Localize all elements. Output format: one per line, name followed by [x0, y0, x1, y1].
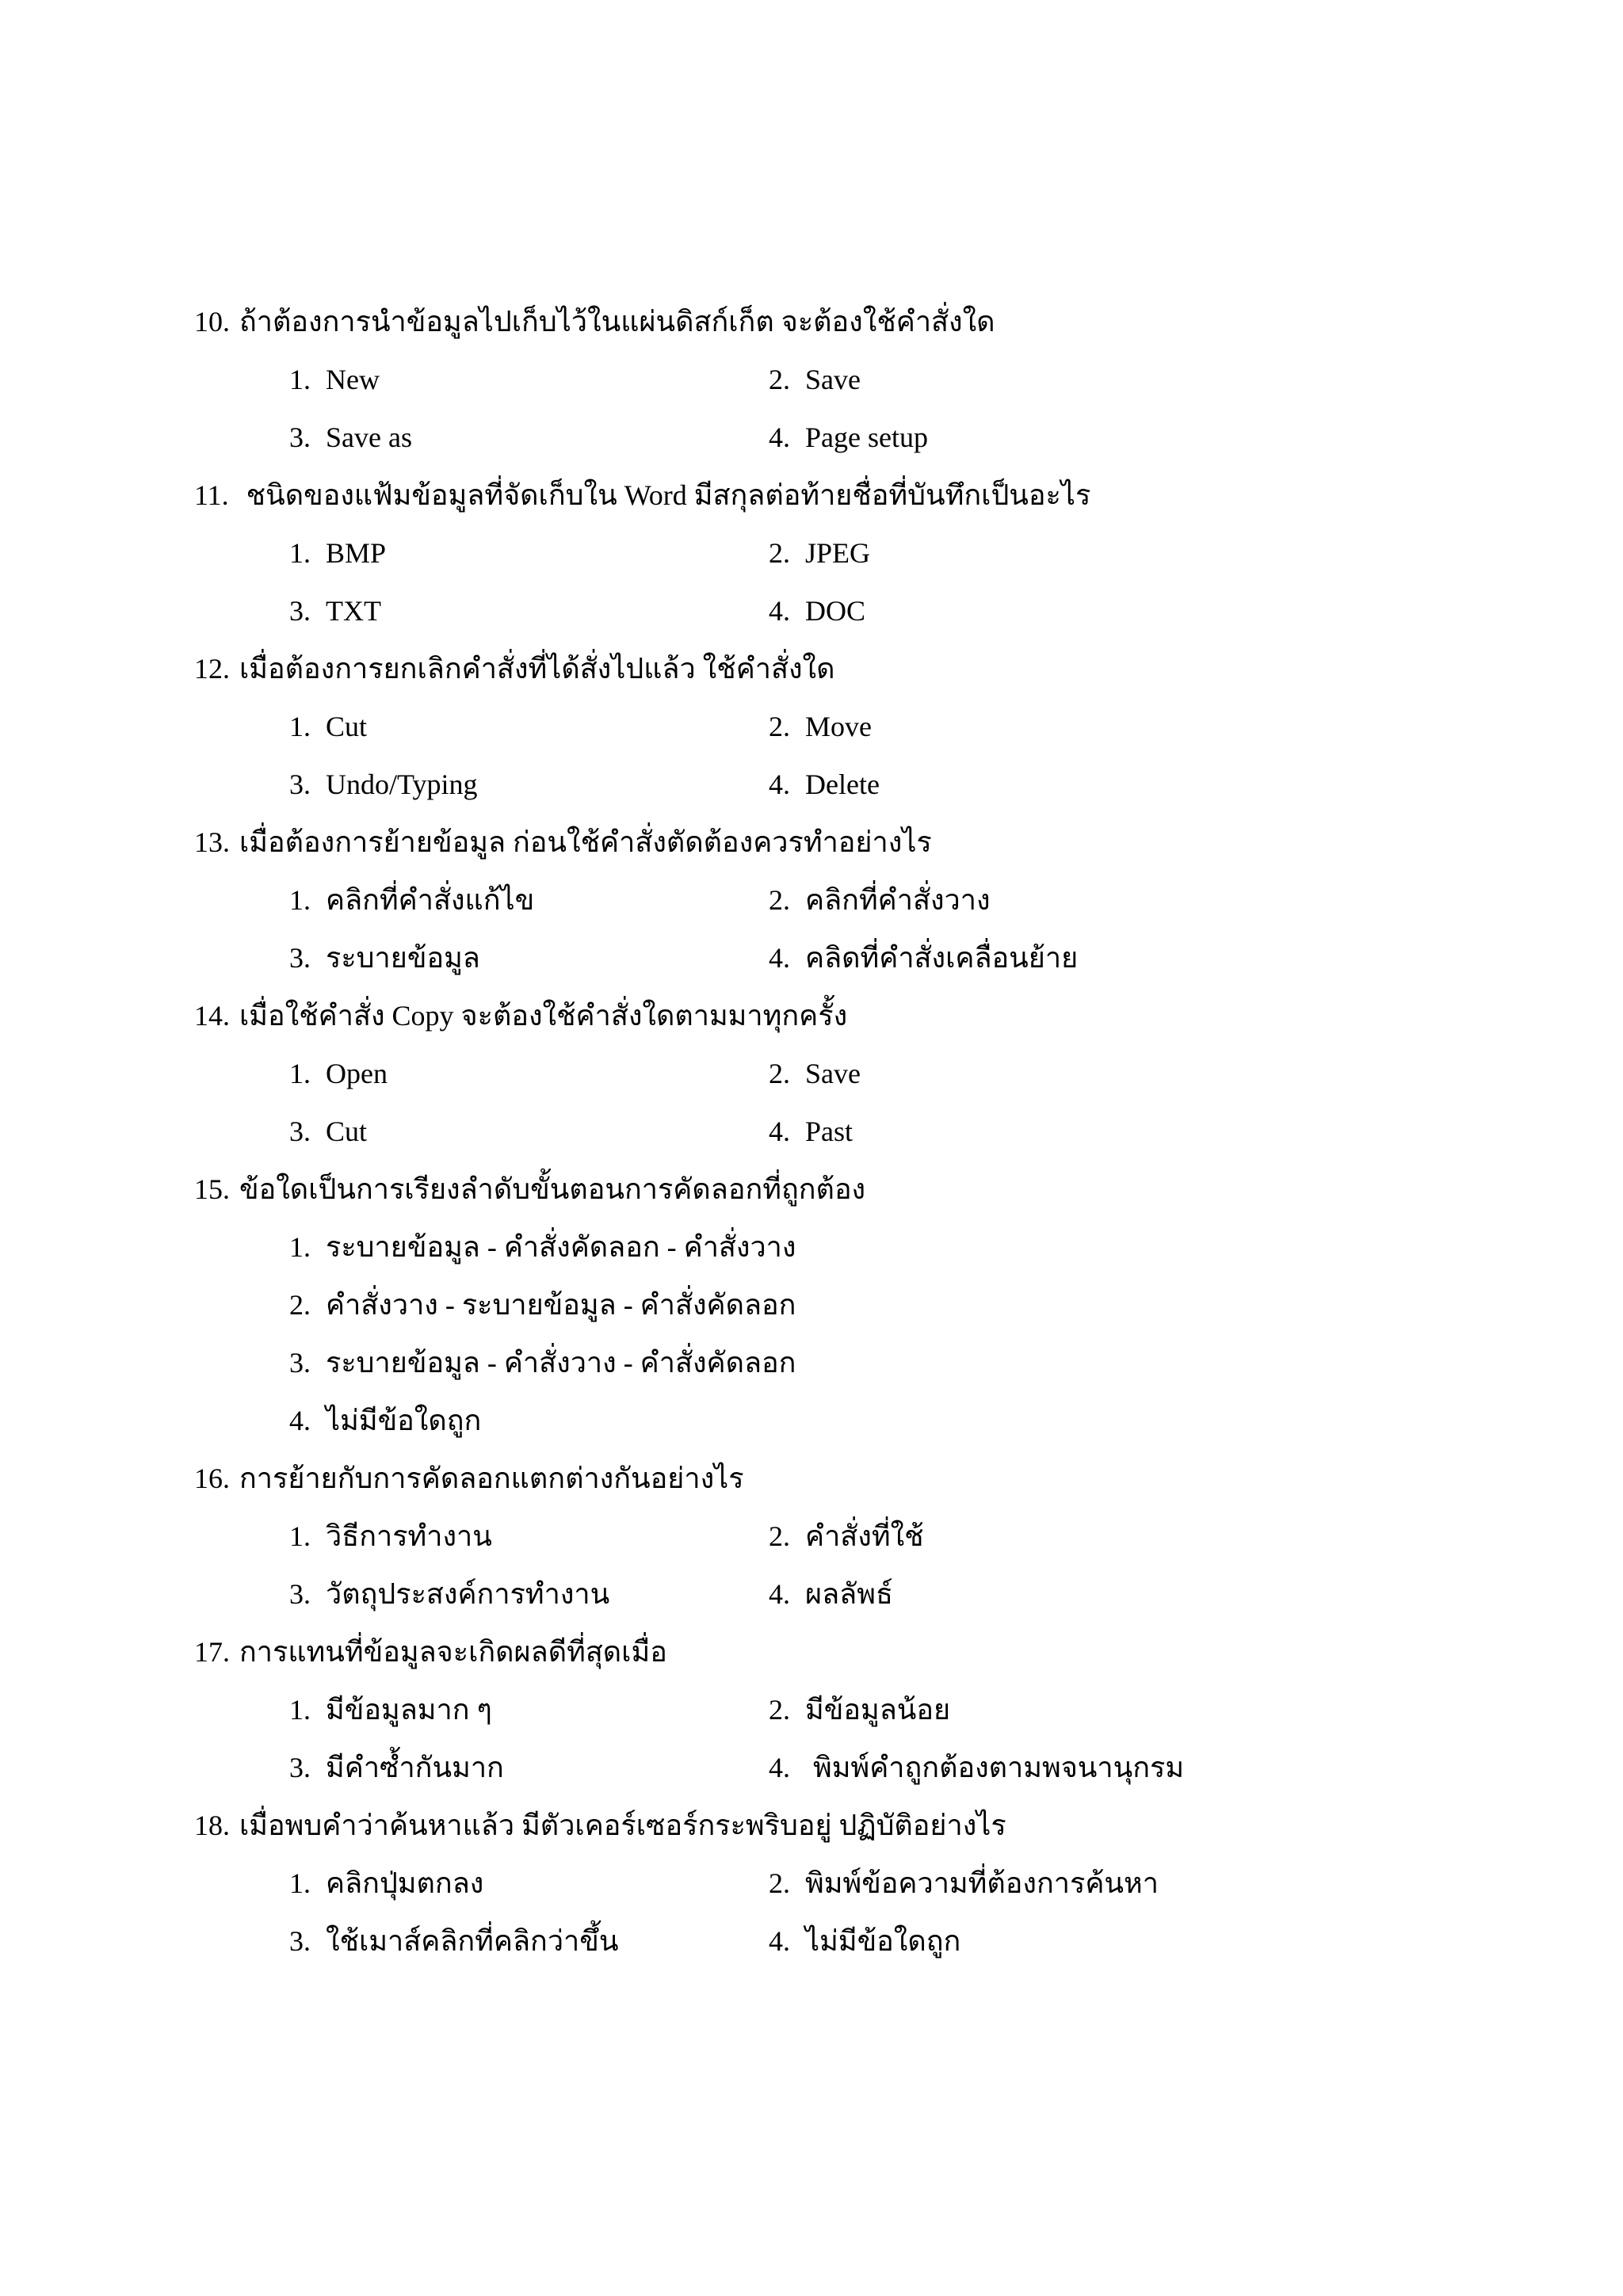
- option-row: [194, 1566, 1541, 1623]
- option-number: 1.: [289, 1520, 311, 1552]
- option-number: 1.: [289, 1867, 311, 1899]
- option-text: Save: [805, 364, 861, 395]
- option-text: DOC: [805, 595, 866, 627]
- option-number: 2.: [769, 1694, 790, 1726]
- option: [769, 929, 1078, 987]
- option-row: [194, 1913, 1541, 1970]
- option-number: 1.: [289, 537, 311, 569]
- option-number: 4.: [769, 942, 790, 974]
- option-number: 1.: [289, 364, 311, 395]
- question-list: [194, 293, 1541, 1970]
- option-number: 4.: [769, 1116, 790, 1147]
- option-number: 1.: [289, 884, 311, 916]
- option-text: Past: [805, 1116, 854, 1147]
- option-text: คำสั่งวาง - ระบายข้อมูล - คำสั่งคัดลอก: [326, 1289, 796, 1321]
- option-number: 3.: [289, 1578, 311, 1610]
- option-text: ผลลัพธ์: [805, 1578, 893, 1610]
- option: [289, 351, 380, 409]
- option: [289, 1913, 619, 1970]
- option: [289, 582, 381, 640]
- option-number: 4.: [769, 1752, 790, 1783]
- option: [769, 698, 872, 756]
- question-18: [194, 1797, 1541, 1855]
- option: [289, 698, 367, 756]
- option-number: 1.: [289, 1694, 311, 1726]
- option: [289, 1334, 796, 1392]
- option-text: Move: [805, 711, 872, 742]
- option-text: Undo/Typing: [326, 769, 478, 800]
- option-text: คลิกที่คำสั่งวาง: [805, 884, 991, 916]
- option: [769, 1103, 853, 1161]
- question-number: 14.: [194, 1000, 230, 1032]
- option-text: ระบายข้อมูล - คำสั่งคัดลอก - คำสั่งวาง: [326, 1231, 796, 1263]
- option: [289, 1045, 388, 1103]
- question-12: [194, 640, 1541, 698]
- option-number: 1.: [289, 1231, 311, 1263]
- option: [769, 1045, 861, 1103]
- option: [289, 871, 534, 929]
- option-text: คลิกที่คำสั่งแก้ไข: [326, 884, 535, 916]
- option: [769, 1566, 893, 1623]
- option: [289, 929, 480, 987]
- option-number: 4.: [769, 1578, 790, 1610]
- option: [769, 1855, 1159, 1913]
- question-number: 16.: [194, 1463, 230, 1494]
- question-13: [194, 814, 1541, 871]
- option: [289, 1508, 492, 1566]
- option-text: Cut: [326, 711, 368, 742]
- question-number: 15.: [194, 1173, 230, 1205]
- option: [289, 524, 386, 582]
- option: [289, 1681, 492, 1739]
- question-16: [194, 1450, 1541, 1508]
- option-row: [194, 1045, 1541, 1103]
- option: [289, 756, 477, 814]
- option-text: Page setup: [805, 421, 928, 453]
- option-text: คลิกปุ่มตกลง: [326, 1867, 484, 1899]
- option: [289, 1392, 481, 1450]
- option-number: 2.: [769, 711, 790, 742]
- option-row: [194, 756, 1541, 814]
- option: [769, 1913, 960, 1970]
- question-number: 11.: [194, 479, 229, 511]
- option-text: ไม่มีข้อใดถูก: [805, 1925, 961, 1957]
- option: [289, 1103, 367, 1161]
- option-text: Cut: [326, 1116, 368, 1147]
- question-number: 10.: [194, 306, 230, 338]
- option-number: 3.: [289, 1116, 311, 1147]
- option-row: [194, 929, 1541, 987]
- option-text: คำสั่งที่ใช้: [805, 1520, 924, 1552]
- option-text: ไม่มีข้อใดถูก: [326, 1405, 482, 1436]
- option-row: [194, 698, 1541, 756]
- option-text: มีคำซ้ำกันมาก: [326, 1752, 504, 1783]
- option-row: [194, 1103, 1541, 1161]
- option: [769, 1681, 950, 1739]
- option-number: 3.: [289, 769, 311, 800]
- question-15: [194, 1161, 1541, 1219]
- option-row: [194, 1508, 1541, 1566]
- question-text: ข้อใดเป็นการเรียงลำดับขั้นตอนการคัดลอกที่ถูกต้อง: [239, 1173, 866, 1205]
- option-row: [194, 1855, 1541, 1913]
- option-number: 3.: [289, 1752, 311, 1783]
- option-row: [194, 1219, 1541, 1276]
- option-number: 1.: [289, 711, 311, 742]
- option-number: 2.: [769, 884, 790, 916]
- question-14: [194, 987, 1541, 1045]
- question-number: 17.: [194, 1636, 230, 1668]
- option-number: 3.: [289, 1347, 311, 1379]
- option: [769, 524, 870, 582]
- question-11: [194, 467, 1541, 524]
- option-row: [194, 1392, 1541, 1450]
- question-number: 18.: [194, 1810, 230, 1841]
- option-row: [194, 524, 1541, 582]
- question-text: เมื่อต้องการยกเลิกคำสั่งที่ได้สั่งไปแล้ว ใช้คำสั่งใด: [239, 653, 835, 685]
- option-number: 4.: [289, 1405, 311, 1436]
- option-text: พิมพ์ข้อความที่ต้องการค้นหา: [805, 1867, 1159, 1899]
- question-text: เมื่อต้องการย้ายข้อมูล ก่อนใช้คำสั่งตัดต้องควรทำอย่างไร: [239, 826, 932, 858]
- option-number: 3.: [289, 1925, 311, 1957]
- option-number: 2.: [769, 1058, 790, 1089]
- question-number: 12.: [194, 653, 230, 685]
- option: [289, 1276, 796, 1334]
- question-text: ถ้าต้องการนำข้อมูลไปเก็บไว้ในแผ่นดิสก์เก็ต จะต้องใช้คำสั่งใด: [239, 306, 995, 338]
- option: [769, 756, 880, 814]
- option-text: มีข้อมูลน้อย: [805, 1694, 951, 1726]
- option: [769, 409, 928, 467]
- option: [769, 871, 991, 929]
- option: [769, 1739, 1184, 1797]
- option-text: TXT: [326, 595, 381, 627]
- option-text: Save as: [326, 421, 412, 453]
- option-text: วิธีการทำงาน: [326, 1520, 492, 1552]
- option: [289, 1739, 504, 1797]
- option-row: [194, 1739, 1541, 1797]
- option-number: 4.: [769, 1925, 790, 1957]
- option-text: ใช้เมาส์คลิกที่คลิกว่าขึ้น: [326, 1925, 619, 1957]
- option-number: 4.: [769, 769, 790, 800]
- question-text: เมื่อใช้คำสั่ง Copy จะต้องใช้คำสั่งใดตามมาทุกครั้ง: [239, 1000, 848, 1032]
- option-number: 3.: [289, 942, 311, 974]
- option-text: คลิดที่คำสั่งเคลื่อนย้าย: [805, 942, 1079, 974]
- option-text: พิมพ์คำถูกต้องตามพจนานุกรม: [813, 1752, 1185, 1783]
- question-17: [194, 1623, 1541, 1681]
- option-number: 3.: [289, 595, 311, 627]
- option: [769, 351, 861, 409]
- option-text: ระบายข้อมูล: [326, 942, 480, 974]
- option-text: Open: [326, 1058, 388, 1089]
- question-text: เมื่อพบคำว่าค้นหาแล้ว มีตัวเคอร์เซอร์กระพริบอยู่ ปฏิบัติอย่างไร: [239, 1810, 1006, 1841]
- option-row: [194, 409, 1541, 467]
- option-text: BMP: [326, 537, 387, 569]
- option-number: 2.: [289, 1289, 311, 1321]
- option: [769, 1508, 924, 1566]
- option-row: [194, 1334, 1541, 1392]
- option-number: 3.: [289, 421, 311, 453]
- option: [289, 1855, 483, 1913]
- option-number: 2.: [769, 1867, 790, 1899]
- option-row: [194, 582, 1541, 640]
- question-10: [194, 293, 1541, 351]
- option-number: 2.: [769, 1520, 790, 1552]
- option-row: [194, 351, 1541, 409]
- option-number: 4.: [769, 595, 790, 627]
- option: [289, 1219, 796, 1276]
- option-number: 2.: [769, 537, 790, 569]
- option-text: New: [326, 364, 380, 395]
- option-row: [194, 1681, 1541, 1739]
- option-text: Save: [805, 1058, 861, 1089]
- option-text: JPEG: [805, 537, 871, 569]
- option-number: 1.: [289, 1058, 311, 1089]
- question-text: ชนิดของแฟ้มข้อมูลที่จัดเก็บใน Word มีสกุลต่อท้ายชื่อที่บันทึกเป็นอะไร: [246, 479, 1091, 511]
- option-text: มีข้อมูลมาก ๆ: [326, 1694, 492, 1726]
- option: [289, 1566, 609, 1623]
- question-text: การแทนที่ข้อมูลจะเกิดผลดีที่สุดเมื่อ: [239, 1636, 667, 1668]
- option-text: ระบายข้อมูล - คำสั่งวาง - คำสั่งคัดลอก: [326, 1347, 796, 1379]
- option-text: วัตถุประสงค์การทำงาน: [326, 1578, 610, 1610]
- question-text: การย้ายกับการคัดลอกแตกต่างกันอย่างไร: [239, 1463, 744, 1494]
- option-number: 4.: [769, 421, 790, 453]
- option-number: 2.: [769, 364, 790, 395]
- option-text: Delete: [805, 769, 880, 800]
- option-row: [194, 1276, 1541, 1334]
- option: [289, 409, 412, 467]
- option: [769, 582, 865, 640]
- option-row: [194, 871, 1541, 929]
- question-number: 13.: [194, 826, 230, 858]
